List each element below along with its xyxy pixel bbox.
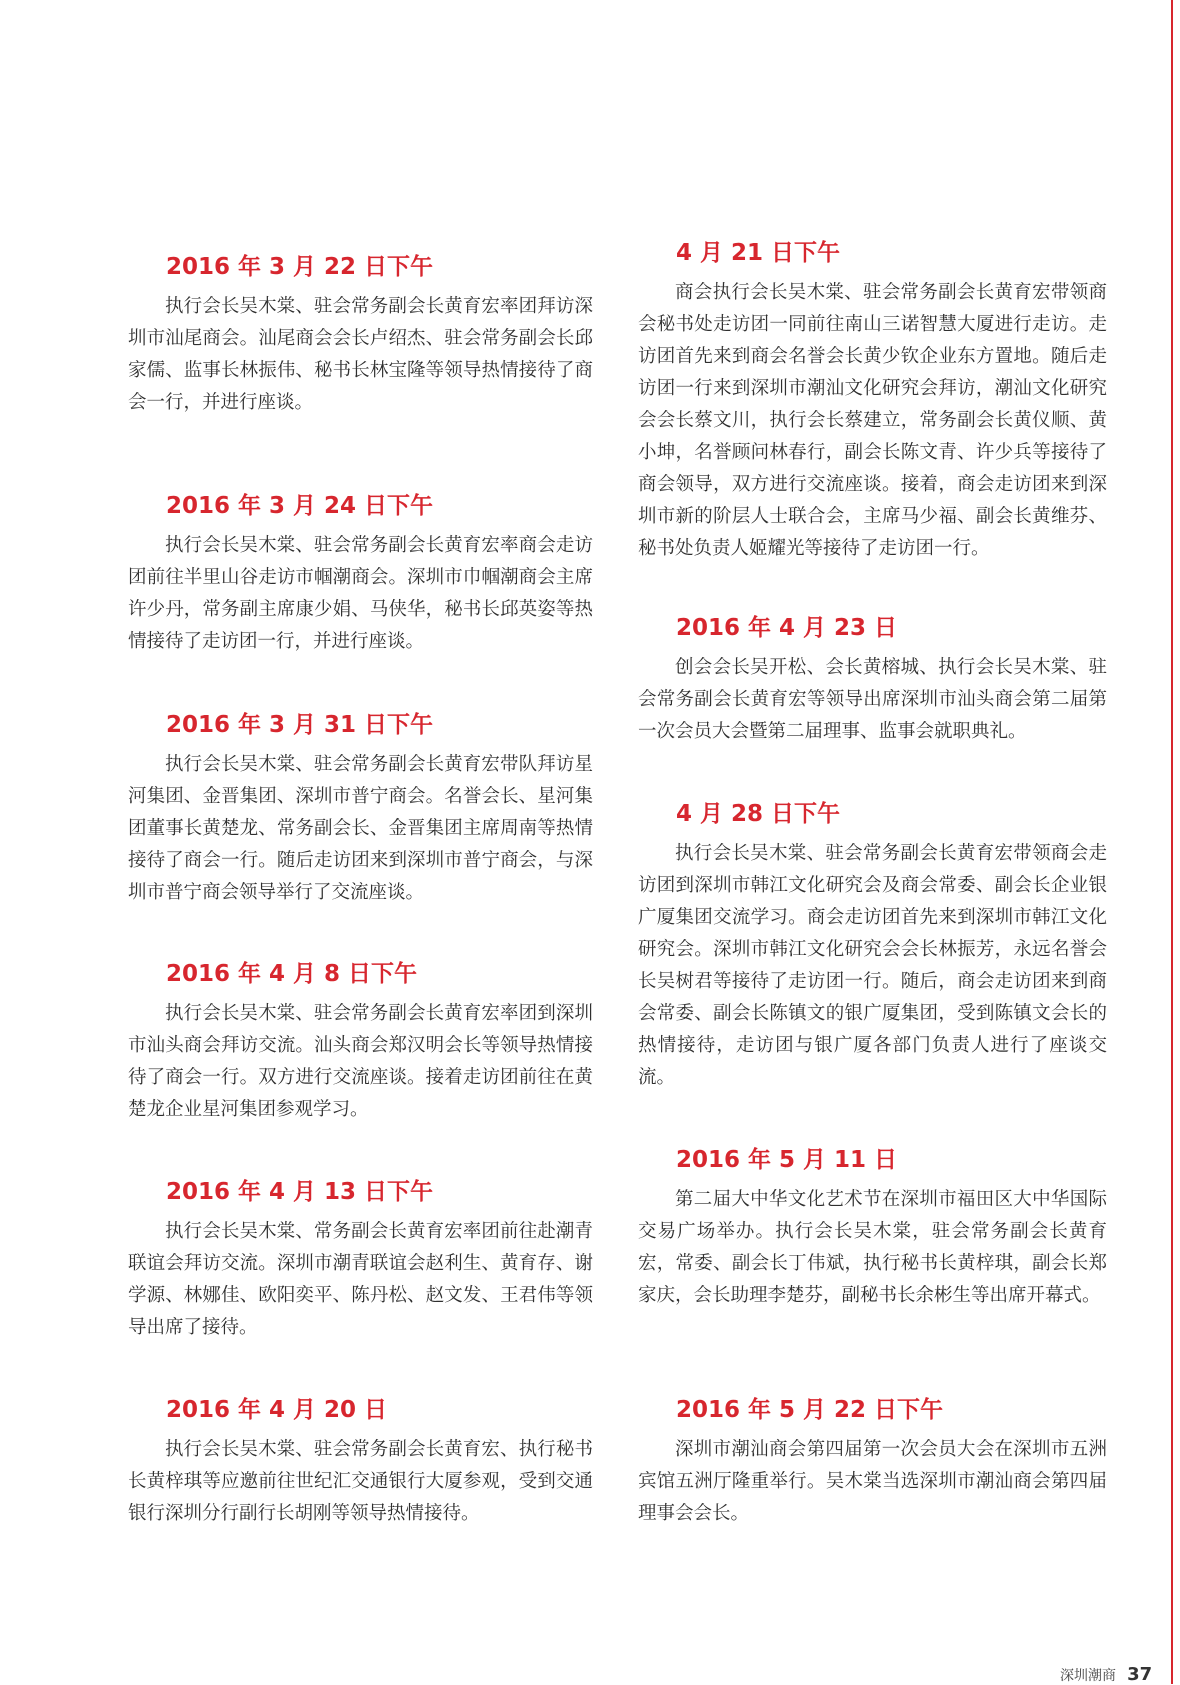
- entry-text: 执行会长吴木棠、驻会常务副会长黄育宏、执行秘书长黄梓琪等应邀前往世纪汇交通银行大厦参观，受到交通银行深圳分行副行长胡刚等领导热情接待。: [128, 1439, 593, 1524]
- entry-date: 4 月 21 日下午: [676, 240, 841, 266]
- entry-date: 2016 年 5 月 11 日: [676, 1147, 898, 1173]
- entry-text: 第二届大中华文化艺术节在深圳市福田区大中华国际交易广场举办。执行会长吴木棠，驻会常务副会长黄育宏，常委、副会长丁伟斌，执行秘书长黄梓琪，副会长郑家庆，会长助理李楚芬，副秘书长余彬生等出席开幕式。: [638, 1189, 1107, 1306]
- entry-2016-03-22: [128, 251, 593, 419]
- publication-name: 深圳潮商: [1060, 1668, 1116, 1684]
- entry-2016-04-13: [128, 1176, 593, 1344]
- entry-date: 2016 年 3 月 22 日下午: [166, 254, 434, 280]
- entry-text: 创会会长吴开松、会长黄榕城、执行会长吴木棠、驻会常务副会长黄育宏等领导出席深圳市汕头商会第二届第一次会员大会暨第二届理事、监事会就职典礼。: [638, 657, 1107, 742]
- entry-date: 2016 年 4 月 20 日: [166, 1397, 388, 1423]
- entry-2016-04-20: [128, 1394, 593, 1530]
- entry-04-28: [638, 798, 1107, 1094]
- entry-text: 执行会长吴木棠、驻会常务副会长黄育宏率团拜访深圳市汕尾商会。汕尾商会会长卢绍杰、驻会常务副会长邱家儒、监事长林振伟、秘书长林宝隆等领导热情接待了商会一行，并进行座谈。: [128, 296, 593, 413]
- entry-date: 2016 年 5 月 22 日下午: [676, 1397, 944, 1423]
- entry-2016-04-08: [128, 958, 593, 1126]
- entry-04-21: [638, 237, 1107, 565]
- page-footer: [1060, 1664, 1152, 1685]
- entry-2016-05-11: [638, 1144, 1107, 1312]
- entry-2016-03-31: [128, 709, 593, 909]
- entry-date: 2016 年 4 月 23 日: [676, 615, 898, 641]
- entry-date: 2016 年 4 月 13 日下午: [166, 1179, 434, 1205]
- entry-date: 2016 年 3 月 24 日下午: [166, 493, 434, 519]
- entry-text: 执行会长吴木棠、常务副会长黄育宏率团前往赴潮青联谊会拜访交流。深圳市潮青联谊会赵利生、黄育存、谢学源、林娜佳、欧阳奕平、陈丹松、赵文发、王君伟等领导出席了接待。: [128, 1221, 593, 1338]
- entry-text: 深圳市潮汕商会第四届第一次会员大会在深圳市五洲宾馆五洲厅隆重举行。吴木棠当选深圳市潮汕商会第四届理事会会长。: [638, 1439, 1107, 1524]
- entry-date: 4 月 28 日下午: [676, 801, 841, 827]
- page-number: 37: [1127, 1664, 1153, 1685]
- entry-2016-03-24: [128, 490, 593, 658]
- page-edge-line: [1171, 0, 1173, 1684]
- entry-text: 商会执行会长吴木棠、驻会常务副会长黄育宏带领商会秘书处走访团一同前往南山三诺智慧大厦进行走访。走访团首先来到商会名誉会长黄少钦企业东方置地。随后走访团一行来到深圳市潮汕文化研究会拜访，潮汕文化研究会会长蔡文川，执行会长蔡建立，常务副会长黄仪顺、黄小坤，名誉顾问林春行，副会长陈文青、许少兵等接待了商会领导，双方进行交流座谈。接着，商会走访团来到深圳市新的阶层人士联合会，主席马少福、副会长黄维芬、秘书处负责人姬耀光等接待了走访团一行。: [638, 282, 1107, 559]
- entry-2016-05-22: [638, 1394, 1107, 1530]
- entry-text: 执行会长吴木棠、驻会常务副会长黄育宏率商会走访团前往半里山谷走访市帼潮商会。深圳市巾帼潮商会主席许少丹，常务副主席康少娟、马侠华，秘书长邱英姿等热情接待了走访团一行，并进行座谈。: [128, 535, 593, 652]
- entry-2016-04-23: [638, 612, 1107, 748]
- entry-text: 执行会长吴木棠、驻会常务副会长黄育宏带队拜访星河集团、金晋集团、深圳市普宁商会。名誉会长、星河集团董事长黄楚龙、常务副会长、金晋集团主席周南等热情接待了商会一行。随后走访团来到深圳市普宁商会，与深圳市普宁商会领导举行了交流座谈。: [128, 754, 593, 903]
- entry-text: 执行会长吴木棠、驻会常务副会长黄育宏带领商会走访团到深圳市韩江文化研究会及商会常委、副会长企业银广厦集团交流学习。商会走访团首先来到深圳市韩江文化研究会。深圳市韩江文化研究会会长林振芳，永远名誉会长吴树君等接待了走访团一行。随后，商会走访团来到商会常委、副会长陈镇文的银广厦集团，受到陈镇文会长的热情接待，走访团与银广厦各部门负责人进行了座谈交流。: [638, 843, 1107, 1088]
- entry-date: 2016 年 3 月 31 日下午: [166, 712, 434, 738]
- entry-text: 执行会长吴木棠、驻会常务副会长黄育宏率团到深圳市汕头商会拜访交流。汕头商会郑汉明会长等领导热情接待了商会一行。双方进行交流座谈。接着走访团前往在黄楚龙企业星河集团参观学习。: [128, 1003, 593, 1120]
- entry-date: 2016 年 4 月 8 日下午: [166, 961, 418, 987]
